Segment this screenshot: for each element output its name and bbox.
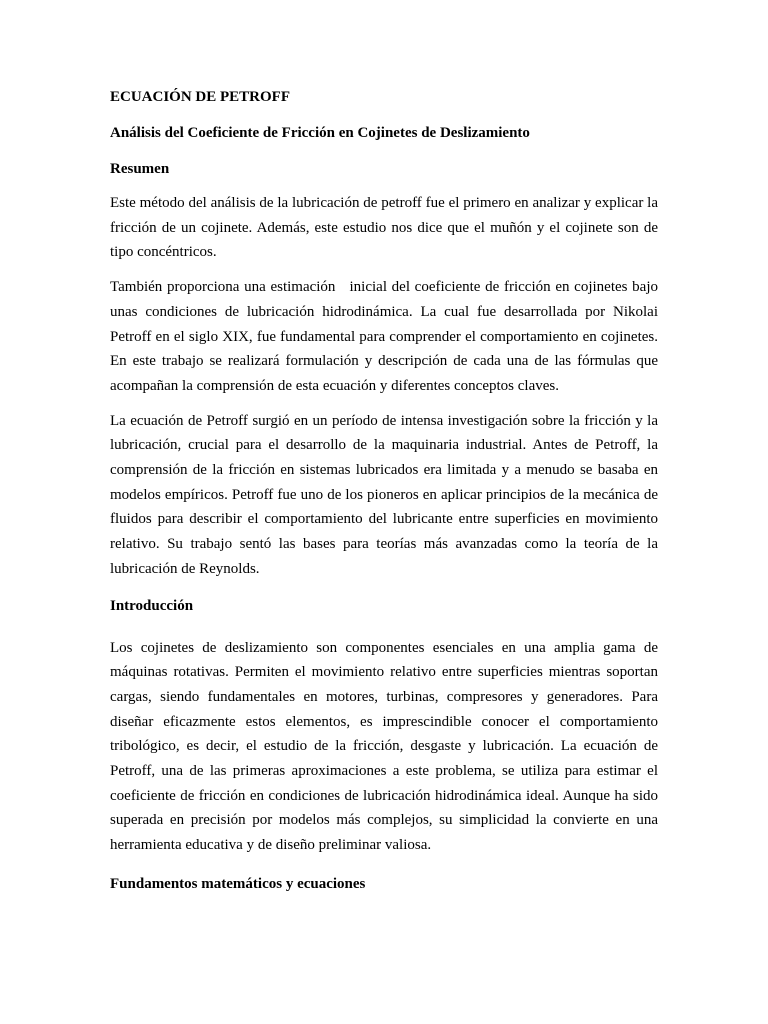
- document-title: ECUACIÓN DE PETROFF: [110, 89, 291, 105]
- resumen-paragraph-3: La ecuación de Petroff surgió en un período de intensa investigación sobre la fricción y la lubricación, crucial para el desarrollo de la maquinaria industrial. Antes de Petroff, la comprensión de la fricción en sistemas lubricados era limitada y a menudo se basaba en modelos empíricos. Petroff fue uno de los pioneros en aplicar principios de la mecánica de fluidos para describir el comportamiento del lubricante entre superficies en movimiento relativo. Su trabajo sentó las bases para teorías más avanzadas como la teoría de la lubricación de Reynolds.: [110, 412, 658, 577]
- resumen-paragraph-1: Este método del análisis de la lubricación de petroff fue el primero en analizar y explicar la fricción de un cojinete. Además, este estudio nos dice que el muñón y el cojinete son de tipo concéntricos.: [110, 195, 658, 261]
- document-page: [110, 78, 662, 893]
- section-heading-introduccion: Introducción: [110, 597, 194, 614]
- resumen-paragraph-2: También proporciona una estimación inicial del coeficiente de fricción en cojinetes bajo unas condiciones de lubricación hidrodinámica. La cual fue desarrollada por Nikolai Petroff en el siglo XIX, fue fundamental para comprender el comportamiento en cojinetes. En este trabajo se realizará formulación y descripción de cada una de las fórmulas que acompañan la comprensión de esta ecuación y diferentes conceptos claves.: [110, 279, 662, 394]
- section-heading-fundamentos: Fundamentos matemáticos y ecuaciones: [110, 875, 366, 892]
- introduccion-paragraph-1: Los cojinetes de deslizamiento son componentes esenciales en una amplia gama de máquinas rotativas. Permiten el movimiento relativo entre superficies mientras soportan cargas, siendo fundamentales en motores, turbinas, compresores y generadores. Para diseñar eficazmente estos elementos, es imprescindible conocer el comportamiento tribológico, es decir, el estudio de la fricción, desgaste y lubricación. La ecuación de Petroff, una de las primeras aproximaciones a este problema, se utiliza para estimar el coeficiente de fricción en condiciones de lubricación hidrodinámica ideal. Aunque ha sido superada en precisión por modelos más complejos, su simplicidad la convierte en una herramienta educativa y de diseño preliminar valiosa.: [110, 639, 658, 854]
- section-heading-resumen: Resumen: [110, 161, 170, 177]
- document-subtitle: Análisis del Coeficiente de Fricción en Cojinetes de Deslizamiento: [110, 125, 530, 141]
